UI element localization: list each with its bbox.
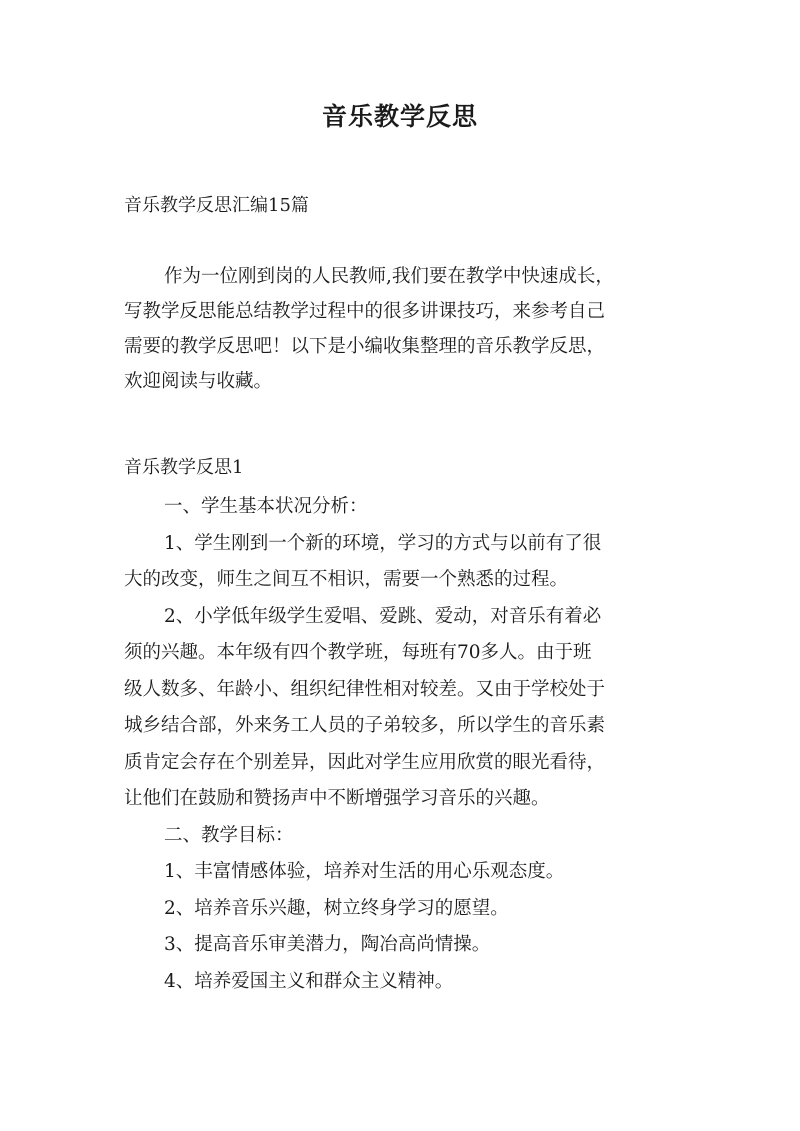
body-line: 2、小学低年级学生爱唱、爱跳、爱动，对音乐有着必 (164, 605, 602, 627)
body-line: 级人数多、年龄小、组织纪律性相对较差。又由于学校处于 (124, 678, 606, 700)
heading-student-analysis: 一、学生基本状况分析： (164, 496, 368, 517)
section-heading: 音乐教学反思1 (124, 457, 244, 478)
goal-item: 3、提高音乐审美潜力，陶冶高尚情操。 (164, 934, 491, 955)
body-line: 大的改变，师生之间互不相识，需要一个熟悉的过程。 (124, 569, 569, 590)
intro-line: 欢迎阅读与收藏。 (124, 371, 273, 392)
body-line: 让他们在鼓励和赞扬声中不断增强学习音乐的兴趣。 (124, 788, 550, 809)
intro-paragraph (124, 259, 690, 399)
page-title: 音乐教学反思 (321, 102, 478, 131)
body-line: 1、学生刚到一个新的环境，学习的方式与以前有了很 (164, 532, 602, 554)
body-line: 质肯定会存在个别差异，因此对学生应用欣赏的眼光看待， (124, 751, 606, 773)
goal-item: 1、丰富情感体验，培养对生活的用心乐观态度。 (164, 861, 565, 882)
document-subtitle: 音乐教学反思汇编15篇 (124, 195, 309, 216)
section-body (124, 489, 690, 1000)
goal-item: 4、培养爱国主义和群众主义精神。 (164, 970, 454, 992)
body-line: 城乡结合部，外来务工人员的子弟较多，所以学生的音乐素 (124, 715, 606, 736)
heading-teaching-goals: 二、教学目标： (164, 824, 294, 846)
intro-line: 作为一位刚到岗的人民教师,我们要在教学中快速成长， (164, 266, 614, 287)
goal-item: 2、培养音乐兴趣，树立终身学习的愿望。 (164, 897, 509, 919)
intro-line: 需要的教学反思吧！以下是小编收集整理的音乐教学反思， (124, 336, 606, 357)
intro-line: 写教学反思能总结教学过程中的很多讲课技巧，来参考自己 (124, 301, 606, 322)
body-line: 须的兴趣。本年级有四个教学班，每班有70多人。由于班 (124, 642, 592, 663)
